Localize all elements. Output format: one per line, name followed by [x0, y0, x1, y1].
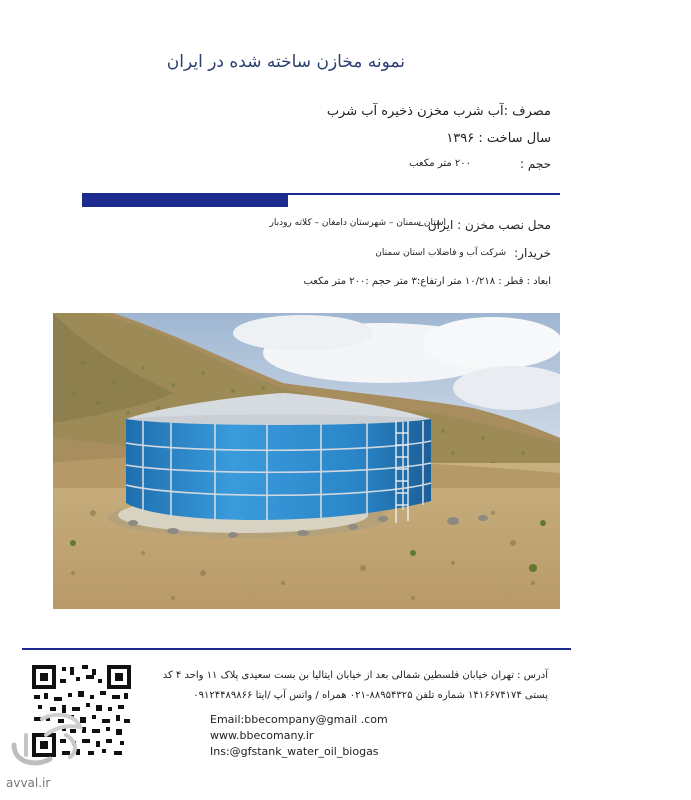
tank-photo [53, 313, 560, 609]
usage-text: مصرف :آب شرب مخزن ذخیره آب شرب [326, 104, 551, 119]
watermark-text: avval.ir [6, 776, 51, 790]
location-label: محل نصب مخزن : ایران – [418, 218, 551, 232]
volume-value: ۲۰۰ متر مکعب [409, 158, 471, 169]
email-text[interactable]: Email:bbecompany@gmail .com [210, 713, 388, 726]
buyer-value: شرکت آب و فاضلاب استان سمنان [375, 248, 506, 258]
volume-label: حجم : [519, 157, 551, 171]
year-text: سال ساخت : ۱۳۹۶ [446, 131, 551, 146]
postal-phone-line: پستی ۱۴۱۶۶۷۴۱۷۴ شماره تلفن ۸۸۹۵۴۳۲۵-۰۲۱ همراه / واتس آپ /ایتا ۰۹۱۲۴۴۸۹۸۶۶ [193, 690, 548, 701]
website-link[interactable]: www.bbecomany.ir [210, 729, 314, 742]
location-value: استان سمنان – شهرستان دامغان – کلاته رودبار [269, 218, 446, 228]
dimensions-text: ابعاد : قطر : ۱۰/۲۱۸ متر ارتفاع:۳ متر حجم :۲۰۰ متر مکعب [303, 276, 551, 287]
address-line: آدرس : تهران خیابان فلسطین شمالی بعد از خیابان ایتالیا بن بست سعیدی پلاک ۱۱ واحد ۴ کد [162, 670, 548, 681]
page-title: نمونه مخازن ساخته شده در ایران [166, 52, 405, 72]
divider-block [82, 193, 288, 207]
buyer-label: خریدار: [514, 246, 551, 260]
footer-divider [22, 648, 571, 650]
instagram-handle[interactable]: Ins:@gfstank_water_oil_biogas [210, 745, 379, 758]
